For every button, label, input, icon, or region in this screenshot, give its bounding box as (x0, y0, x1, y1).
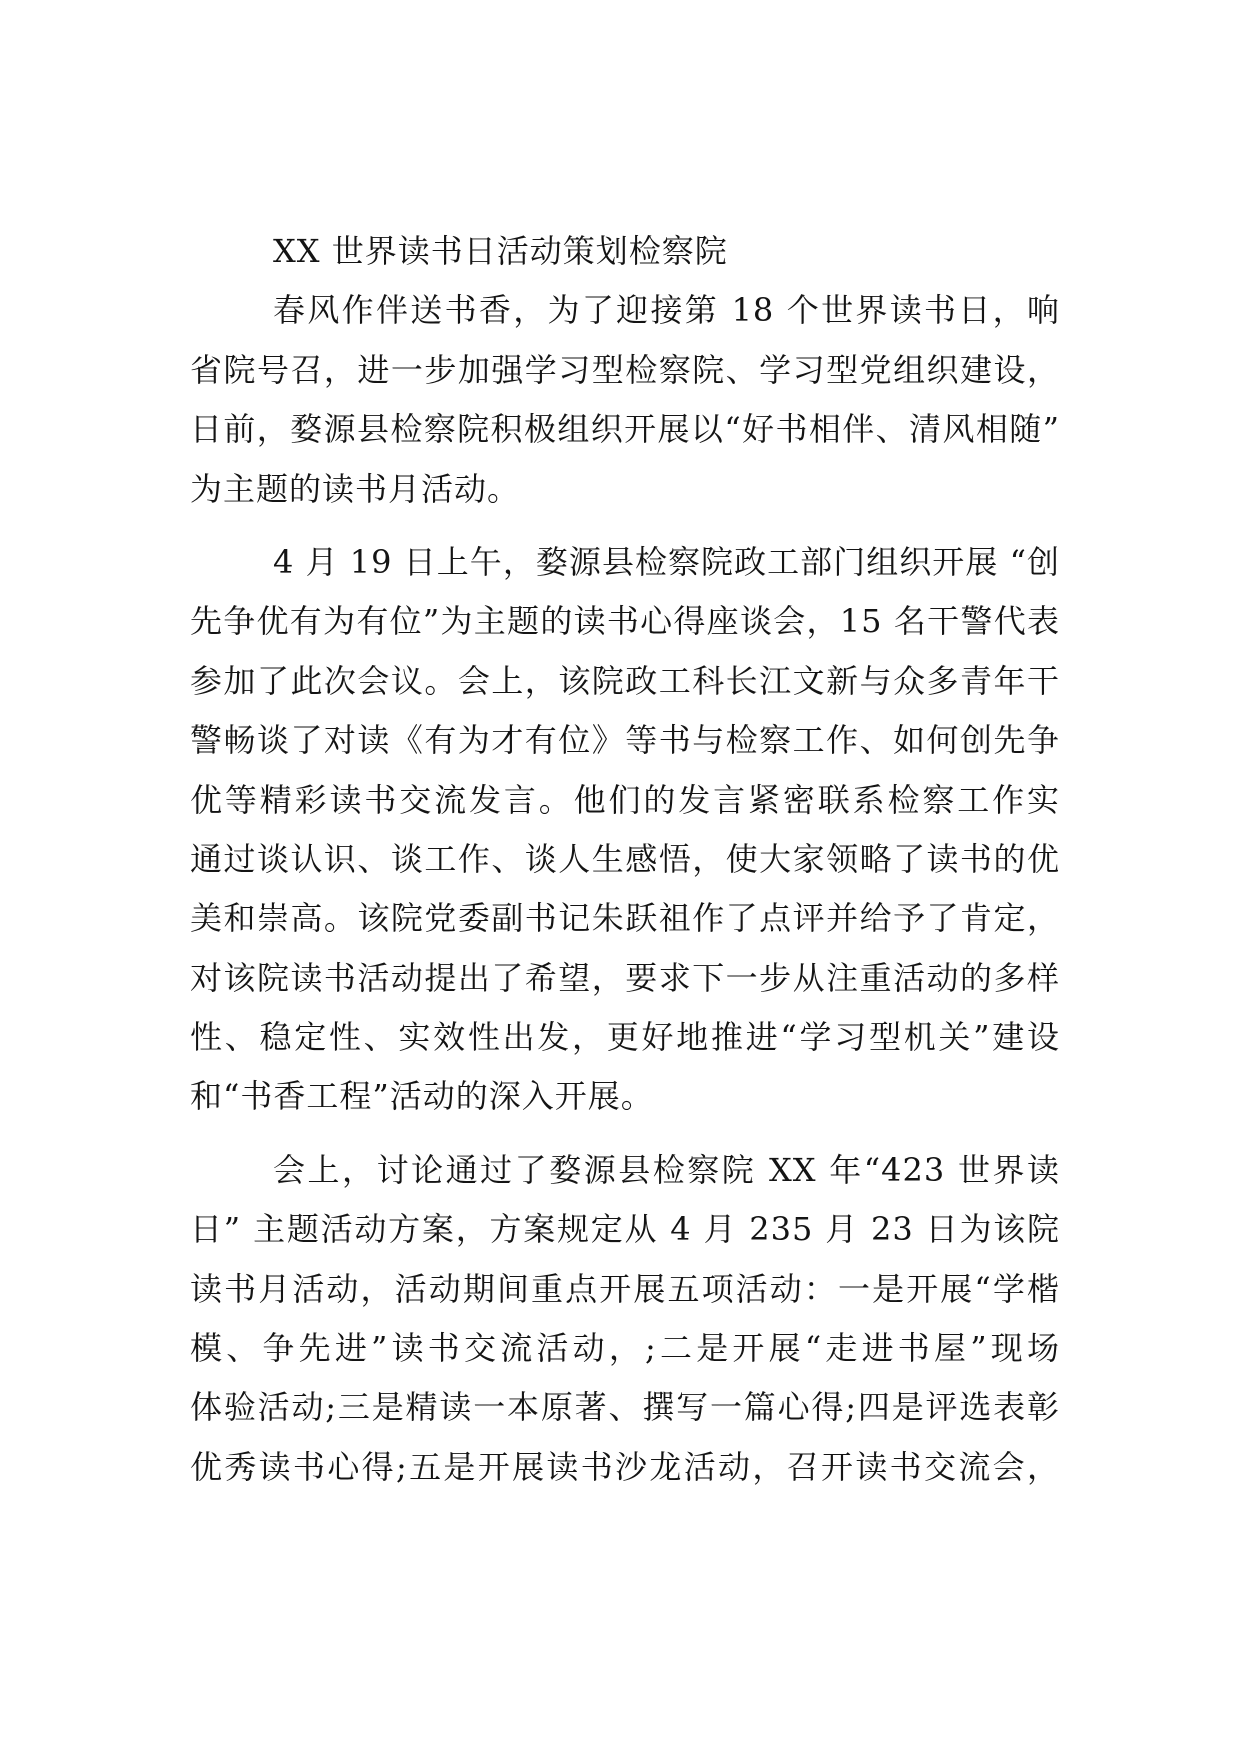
paragraph-2 (190, 533, 1060, 1127)
paragraph-line: 模、争先进”读书交流活动，;二是开展“走进书屋”现场 (190, 1329, 1060, 1368)
paragraph-line: 优秀读书心得;五是开展读书沙龙活动，召开读书交流会， (190, 1447, 1060, 1486)
paragraph-spacer (190, 519, 1060, 533)
paragraph-line: 4 月 19 日上午，婺源县检察院政工部门组织开展 “创 (273, 542, 1060, 581)
paragraph-line: 对该院读书活动提出了希望，要求下一步从注重活动的多样 (190, 958, 1060, 997)
paragraph-line: 日” 主题活动方案，方案规定从 4 月 235 月 23 日为该院 (190, 1210, 1060, 1249)
document-title: XX 世界读书日活动策划检察院 (273, 232, 728, 270)
document-body (190, 222, 1060, 1497)
paragraph-line: 春风作伴送书香，为了迎接第 18 个世界读书日，响 (273, 291, 1060, 330)
paragraph-1 (190, 281, 1060, 519)
paragraph-line: 通过谈认识、谈工作、谈人生感悟，使大家领略了读书的优 (190, 839, 1060, 878)
paragraph-spacer (190, 1127, 1060, 1141)
paragraph-3 (190, 1141, 1060, 1497)
paragraph-line: 警畅谈了对读《有为才有位》等书与检察工作、如何创先争 (190, 721, 1060, 760)
paragraph-line: 省院号召，进一步加强学习型检察院、学习型党组织建设， (190, 350, 1060, 389)
paragraph-line: 体验活动;三是精读一本原著、撰写一篇心得;四是评选表彰 (190, 1388, 1060, 1427)
paragraph-line: 先争优有为有位”为主题的读书心得座谈会，15 名干警代表 (190, 602, 1060, 641)
paragraph-line: 美和崇高。该院党委副书记朱跃祖作了点评并给予了肯定， (190, 899, 1060, 938)
paragraph-line: 和“书香工程”活动的深入开展。 (190, 1077, 654, 1116)
paragraph-line: 日前，婺源县检察院积极组织开展以“好书相伴、清风相随” (190, 410, 1060, 449)
paragraph-line: 性、稳定性、实效性出发，更好地推进“学习型机关”建设 (190, 1018, 1060, 1057)
paragraph-line: 读书月活动，活动期间重点开展五项活动：一是开展“学楷 (190, 1269, 1060, 1308)
paragraph-line: 参加了此次会议。会上，该院政工科长江文新与众多青年干 (190, 661, 1060, 700)
paragraph-line: 会上，讨论通过了婺源县检察院 XX 年“423 世界读 (273, 1150, 1060, 1189)
paragraph-line: 优等精彩读书交流发言。他们的发言紧密联系检察工作实 (190, 780, 1060, 819)
paragraph-line: 为主题的读书月活动。 (190, 469, 521, 508)
